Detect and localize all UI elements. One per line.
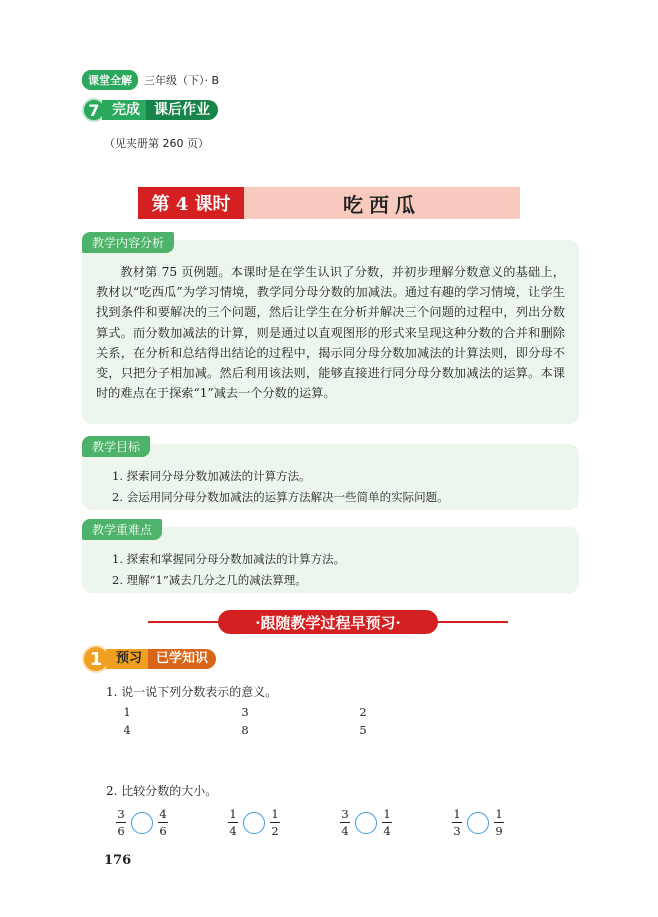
- analysis-section: [82, 236, 579, 424]
- numerator: 4: [159, 807, 167, 821]
- page-number: 176: [104, 853, 132, 868]
- analysis-tag: 教学内容分析: [82, 232, 174, 253]
- goal-item: 1. 探索同分母分数加减法的计算方法。: [112, 469, 311, 483]
- preview-banner: [148, 610, 508, 634]
- homework-pill: [102, 100, 218, 120]
- denominator: 2: [271, 824, 279, 838]
- keypoints-tag: 教学重难点: [82, 519, 162, 540]
- compare-circle-blank[interactable]: [131, 812, 153, 834]
- fraction-left: [452, 808, 462, 837]
- compare-pair: [452, 808, 504, 837]
- homework-label-after-class: 课后作业: [146, 100, 218, 120]
- keypoint-item: 2. 理解“1”减去几分之几的减法算理。: [112, 573, 307, 587]
- preview-heading: [82, 645, 216, 673]
- numerator: 3: [341, 807, 349, 821]
- question-1: 1. 说一说下列分数表示的意义。: [106, 685, 278, 699]
- lesson-period: 第 4 课时: [138, 187, 244, 219]
- denominator: 8: [241, 723, 249, 737]
- numerator: 1: [271, 807, 279, 821]
- denominator: 6: [117, 824, 125, 838]
- numerator: 1: [123, 705, 131, 719]
- grade-label: 三年级（下）· B: [144, 74, 220, 87]
- analysis-text: 教材第 75 页例题。本课时是在学生认识了分数，并初步理解分数意义的基础上，教材以“吃西瓜”为学习情境，教学同分母分数的加减法。通过有趣的学习情境，让学生找到条件和要解决的三个问题，然后让学生在分析并解决三个问题的过程中，列出分数算式。而分数加减法的计算，则是通过以直观图形的形式来呈现这种分数的合并和删除关系，在分析和总结得出结论的过程中，揭示同分母分数加减法的计算法则，即分母不变，只把分子相加减。然后利用该法则，能够直接进行同分母分数加减法的运算。本课时的难点在于探索“1”减去一个分数的运算。: [96, 265, 565, 401]
- lesson-title: 吃西瓜: [244, 187, 520, 219]
- fraction-2-5: [356, 703, 370, 739]
- fraction-1-4: [120, 703, 134, 739]
- keypoints-section: [82, 523, 579, 593]
- goal-item: 2. 会运用同分母分数加减法的运算方法解决一些简单的实际问题。: [112, 490, 449, 504]
- compare-circle-blank[interactable]: [467, 812, 489, 834]
- fraction-right: [494, 808, 504, 837]
- numerator: 1: [453, 807, 461, 821]
- compare-pair: [340, 808, 392, 837]
- homework-heading: [82, 98, 218, 122]
- denominator: 9: [495, 824, 503, 838]
- preview-number-badge: 1: [82, 645, 110, 673]
- compare-circle-blank[interactable]: [355, 812, 377, 834]
- lesson-title-bar: [138, 187, 520, 219]
- banner-text: ·跟随教学过程早预习·: [218, 610, 438, 634]
- brand-logo: 课堂全解: [82, 70, 138, 90]
- preview-sublabel: 已学知识: [148, 649, 216, 669]
- denominator: 4: [341, 824, 349, 838]
- denominator: 4: [229, 824, 237, 838]
- goals-tag: 教学目标: [82, 436, 150, 457]
- page-header: [82, 70, 219, 90]
- fraction-left: [340, 808, 350, 837]
- homework-note: （见夹册第 260 页）: [104, 137, 209, 150]
- question-2: 2. 比较分数的大小。: [106, 784, 218, 798]
- numerator: 1: [383, 807, 391, 821]
- fraction-right: [270, 808, 280, 837]
- compare-pair: [228, 808, 280, 837]
- homework-number-badge: 7: [82, 98, 106, 122]
- numerator: 2: [359, 705, 367, 719]
- goals-section: [82, 440, 579, 510]
- analysis-body: [82, 240, 579, 413]
- goals-list: [82, 444, 579, 516]
- numerator: 1: [229, 807, 237, 821]
- compare-circle-blank[interactable]: [243, 812, 265, 834]
- compare-pair: [116, 808, 168, 837]
- fraction-left: [228, 808, 238, 837]
- denominator: 6: [159, 824, 167, 838]
- fraction-left: [116, 808, 126, 837]
- denominator: 4: [123, 723, 131, 737]
- homework-label-complete: 完成: [102, 100, 146, 120]
- keypoint-item: 1. 探索和掌握同分母分数加减法的计算方法。: [112, 552, 346, 566]
- numerator: 1: [495, 807, 503, 821]
- preview-label: 预习: [106, 649, 148, 669]
- numerator: 3: [241, 705, 249, 719]
- numerator: 3: [117, 807, 125, 821]
- denominator: 4: [383, 824, 391, 838]
- fraction-right: [382, 808, 392, 837]
- denominator: 3: [453, 824, 461, 838]
- fraction-right: [158, 808, 168, 837]
- fraction-3-8: [238, 703, 252, 739]
- denominator: 5: [359, 723, 367, 737]
